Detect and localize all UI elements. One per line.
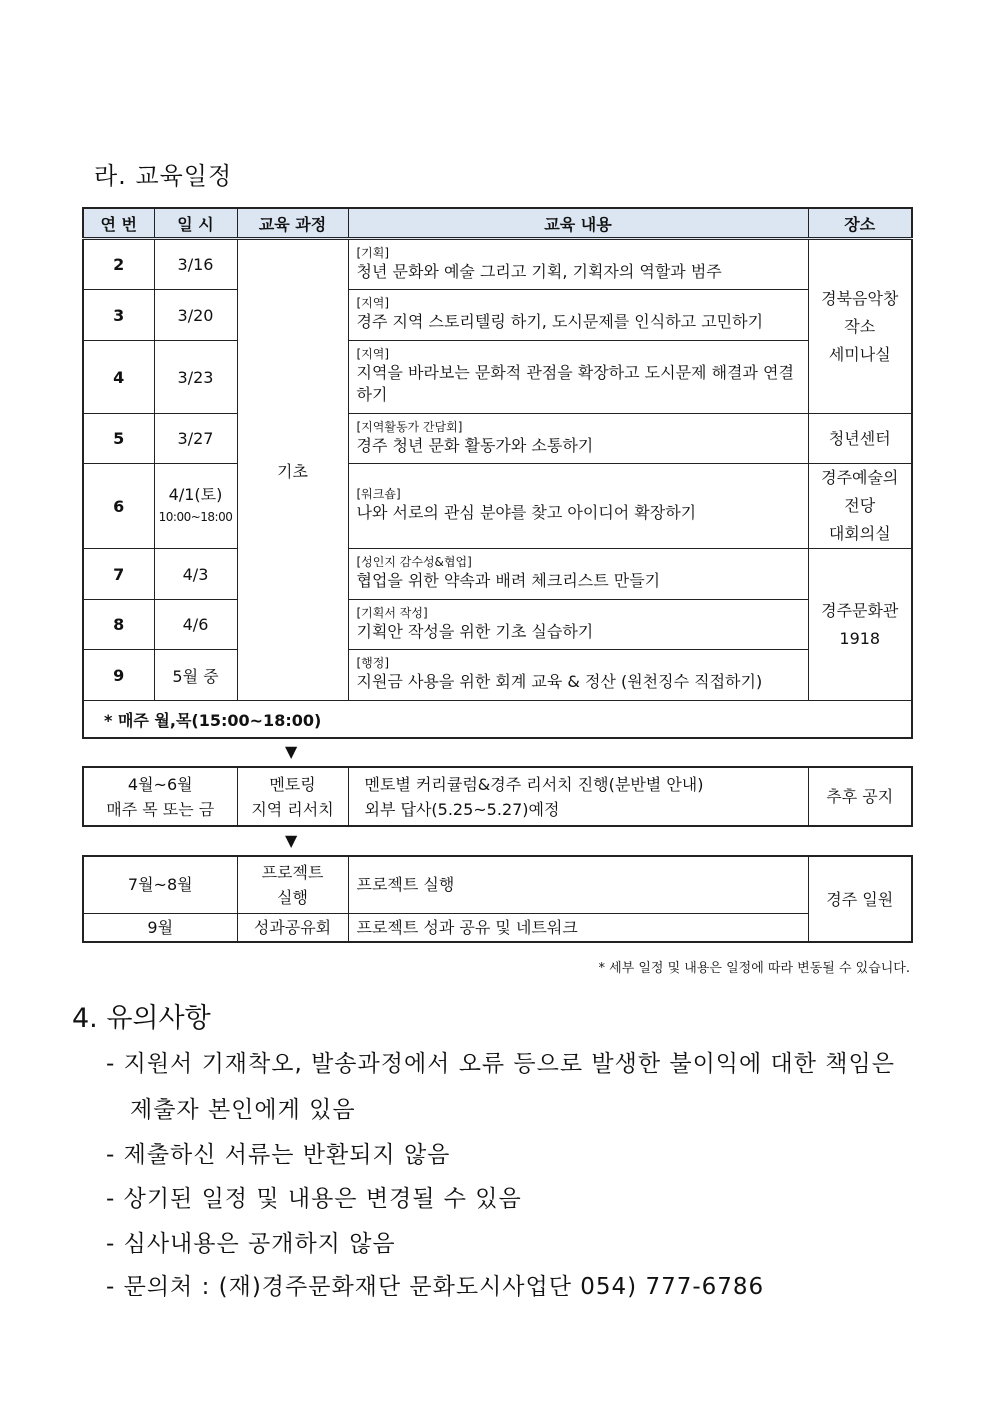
header-date: 일 시 [154, 208, 237, 239]
place-line: 경주예술의 [821, 468, 899, 487]
row-text: 경주 지역 스토리텔링 하기, 도시문제를 인식하고 고민하기 [356, 312, 764, 331]
row-date: 5월 중 [154, 650, 237, 701]
row-tag: [성인지 감수성&협업] [356, 555, 472, 569]
row-text: 나와 서로의 관심 분야를 찾고 아이디어 확장하기 [356, 503, 697, 522]
row-content [348, 239, 808, 290]
row-date [154, 464, 237, 549]
table-row [83, 239, 912, 290]
table-row [83, 464, 912, 549]
row-date: 4/3 [154, 549, 237, 600]
row-date: 3/23 [154, 341, 237, 414]
project-course: 성과공유회 [237, 913, 348, 942]
row-date: 3/20 [154, 290, 237, 341]
place-line: 경북음악창 [821, 288, 899, 308]
place-line: 대회의실 [828, 524, 891, 543]
row-tag: [워크숍] [356, 487, 401, 501]
project-table [82, 855, 913, 943]
mentoring-course-line: 멘토링 [269, 774, 316, 794]
notice-item: - 지원서 기재착오, 발송과정에서 오류 등으로 발생한 불이익에 대한 책임은 [106, 1051, 895, 1077]
table-row [83, 856, 912, 913]
project-course-line: 프로젝트 [261, 862, 324, 882]
row-time: 10:00~18:00 [158, 510, 233, 524]
project-place: 경주 일원 [808, 856, 912, 942]
row-date: 4/6 [154, 600, 237, 650]
mentoring-date [83, 767, 237, 826]
table-row [83, 290, 912, 341]
row-text: 지원금 사용을 위한 회계 교육 & 정산 (원천징수 직접하기) [356, 672, 763, 691]
mentoring-course [237, 767, 348, 826]
place-line: 세미나실 [828, 344, 891, 364]
row-date: 3/27 [154, 414, 237, 464]
row-text: 지역을 바라보는 문화적 관점을 확장하고 도시문제 해결과 연결하기 [356, 363, 794, 404]
row-content [348, 549, 808, 600]
place-line: 전당 [844, 496, 876, 515]
schedule-header-row [83, 208, 912, 239]
place-line: 경주문화관 [821, 600, 899, 620]
schedule-table [82, 207, 913, 739]
mentoring-place: 추후 공지 [808, 767, 912, 826]
project-date: 9월 [83, 913, 237, 942]
schedule-note: * 매주 월,목(15:00~18:00) [83, 701, 912, 739]
place-line: 작소 [844, 316, 876, 336]
mentoring-content [348, 767, 808, 826]
notice-item: - 상기된 일정 및 내용은 변경될 수 있음 [106, 1186, 522, 1212]
row-no: 5 [83, 414, 154, 464]
down-arrow-icon: ▼ [285, 742, 298, 761]
row-text: 경주 청년 문화 활동가와 소통하기 [356, 435, 594, 455]
row-no: 7 [83, 549, 154, 600]
mentoring-table [82, 766, 913, 827]
section-title: 라. 교육일정 [94, 162, 233, 190]
table-row [83, 600, 912, 650]
table-row [83, 650, 912, 701]
down-arrow-icon: ▼ [285, 831, 298, 850]
table-row [83, 414, 912, 464]
row-content [348, 290, 808, 341]
table-row [83, 549, 912, 600]
row-tag: [지역] [356, 347, 390, 361]
mentoring-course-line: 지역 리서치 [251, 799, 334, 819]
row-text: 기획안 작성을 위한 기초 실습하기 [356, 621, 594, 641]
place-line: 1918 [839, 628, 881, 648]
row-no: 2 [83, 239, 154, 290]
row-content [348, 650, 808, 701]
row-content [348, 414, 808, 464]
mentoring-date-line: 매주 목 또는 금 [106, 799, 215, 819]
place-cell [808, 549, 912, 701]
row-date: 3/16 [154, 239, 237, 290]
notice-item-contact: - 문의처 : (재)경주문화재단 문화도시사업단 054) 777-6786 [106, 1274, 765, 1300]
row-no: 6 [83, 464, 154, 549]
project-content: 프로젝트 성과 공유 및 네트워크 [348, 913, 808, 942]
row-content [348, 600, 808, 650]
table-row [83, 913, 912, 942]
row-text: 협업을 위한 약속과 배려 체크리스트 만들기 [356, 571, 661, 590]
notice-title: 4. 유의사항 [72, 1003, 211, 1034]
row-no: 3 [83, 290, 154, 341]
course-label: 기초 [277, 461, 308, 481]
row-no: 4 [83, 341, 154, 414]
header-content: 교육 내용 [348, 208, 808, 239]
header-course: 교육 과정 [237, 208, 348, 239]
row-tag: [지역활동가 간담회] [356, 419, 463, 434]
row-tag: [행정] [356, 656, 390, 670]
row-tag: [지역] [356, 296, 390, 310]
notice-item: - 심사내용은 공개하지 않음 [106, 1231, 396, 1257]
place-cell [808, 414, 912, 464]
mentoring-content-line: 멘토별 커리큘럼&경주 리서치 진행(분반별 안내) [364, 774, 704, 794]
course-cell [237, 239, 348, 701]
place-line: 청년센터 [828, 428, 891, 448]
row-tag: [기획] [356, 245, 390, 260]
row-no: 8 [83, 600, 154, 650]
place-cell [808, 464, 912, 549]
row-content [348, 464, 808, 549]
header-place: 장소 [808, 208, 912, 239]
project-course-line: 실행 [277, 887, 308, 907]
table-row [83, 767, 912, 826]
footnote: * 세부 일정 및 내용은 일정에 따라 변동될 수 있습니다. [598, 961, 910, 976]
schedule-note-row [83, 701, 912, 739]
header-no: 연 번 [83, 208, 154, 239]
row-tag: [기획서 작성] [356, 605, 428, 620]
row-date-text: 4/1(토) [168, 485, 223, 504]
row-no: 9 [83, 650, 154, 701]
table-row [83, 341, 912, 414]
project-date: 7월~8월 [83, 856, 237, 913]
mentoring-content-line: 외부 답사(5.25~5.27)예정 [364, 799, 560, 819]
project-content: 프로젝트 실행 [348, 856, 808, 913]
notice-item-continued: 제출자 본인에게 있음 [130, 1097, 356, 1123]
row-content [348, 341, 808, 414]
row-text: 청년 문화와 예술 그리고 기획, 기획자의 역할과 범주 [356, 261, 722, 281]
mentoring-date-line: 4월~6월 [127, 774, 193, 794]
project-course [237, 856, 348, 913]
place-cell [808, 239, 912, 414]
notice-item: - 제출하신 서류는 반환되지 않음 [106, 1142, 451, 1168]
